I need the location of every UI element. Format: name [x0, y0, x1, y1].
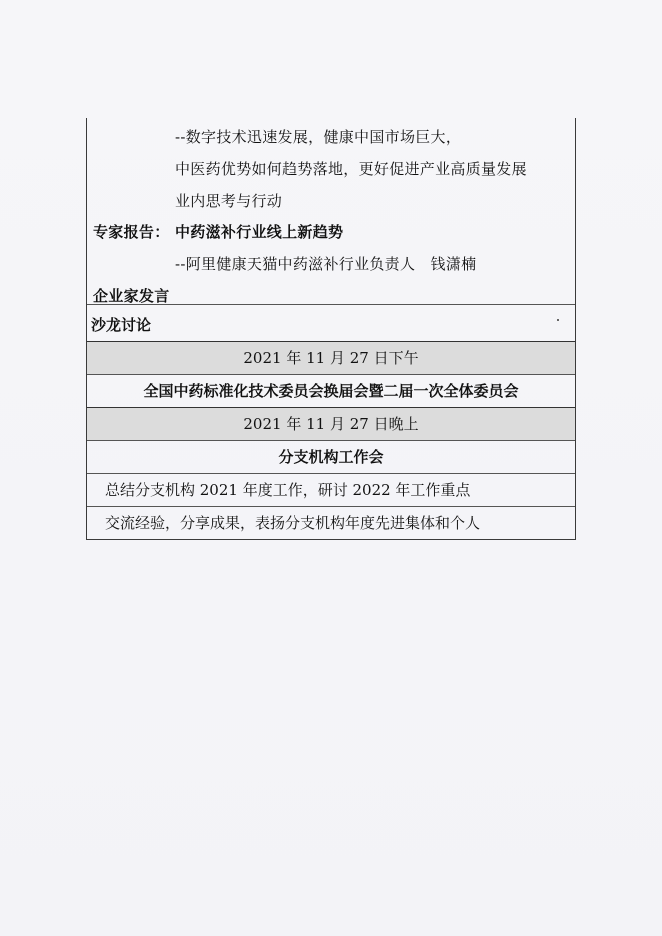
agenda-item-2: 交流经验，分享成果，表扬分支机构年度先进集体和个人 [105, 514, 481, 532]
evening-meeting: 分支机构工作会 [278, 448, 384, 466]
forum-topic-block [87, 118, 575, 304]
agenda-item-1: 总结分支机构 2021 年度工作，研讨 2022 年工作重点 [105, 481, 471, 499]
topic-line-1: --数字技术迅速发展，健康中国市场巨大， [175, 128, 462, 146]
expert-report-speaker: --阿里健康天猫中药滋补行业负责人 钱潇楠 [175, 255, 477, 273]
expert-report-label: 专家报告： [93, 223, 170, 241]
scan-speck [557, 319, 559, 321]
schedule-table [86, 118, 576, 540]
afternoon-time: 2021 年 11 月 27 日下午 [243, 349, 419, 367]
evening-meeting-row [87, 440, 575, 473]
topic-line-3: 业内思考与行动 [175, 192, 283, 210]
afternoon-time-row [87, 341, 575, 374]
salon-discussion: 沙龙讨论 [91, 316, 152, 334]
afternoon-meeting: 全国中药标准化技术委员会换届会暨二届一次全体委员会 [143, 382, 519, 400]
evening-time-row [87, 407, 575, 440]
expert-report-title: 中药滋补行业线上新趋势 [175, 223, 344, 241]
salon-row [87, 304, 575, 341]
afternoon-meeting-row [87, 374, 575, 407]
topic-line-2: 中医药优势如何趋势落地，更好促进产业高质量发展 [175, 160, 527, 178]
agenda-item-row [87, 473, 575, 506]
evening-time: 2021 年 11 月 27 日晚上 [243, 415, 419, 433]
agenda-item-row [87, 506, 575, 539]
entrepreneur-speech: 企业家发言 [93, 287, 170, 305]
